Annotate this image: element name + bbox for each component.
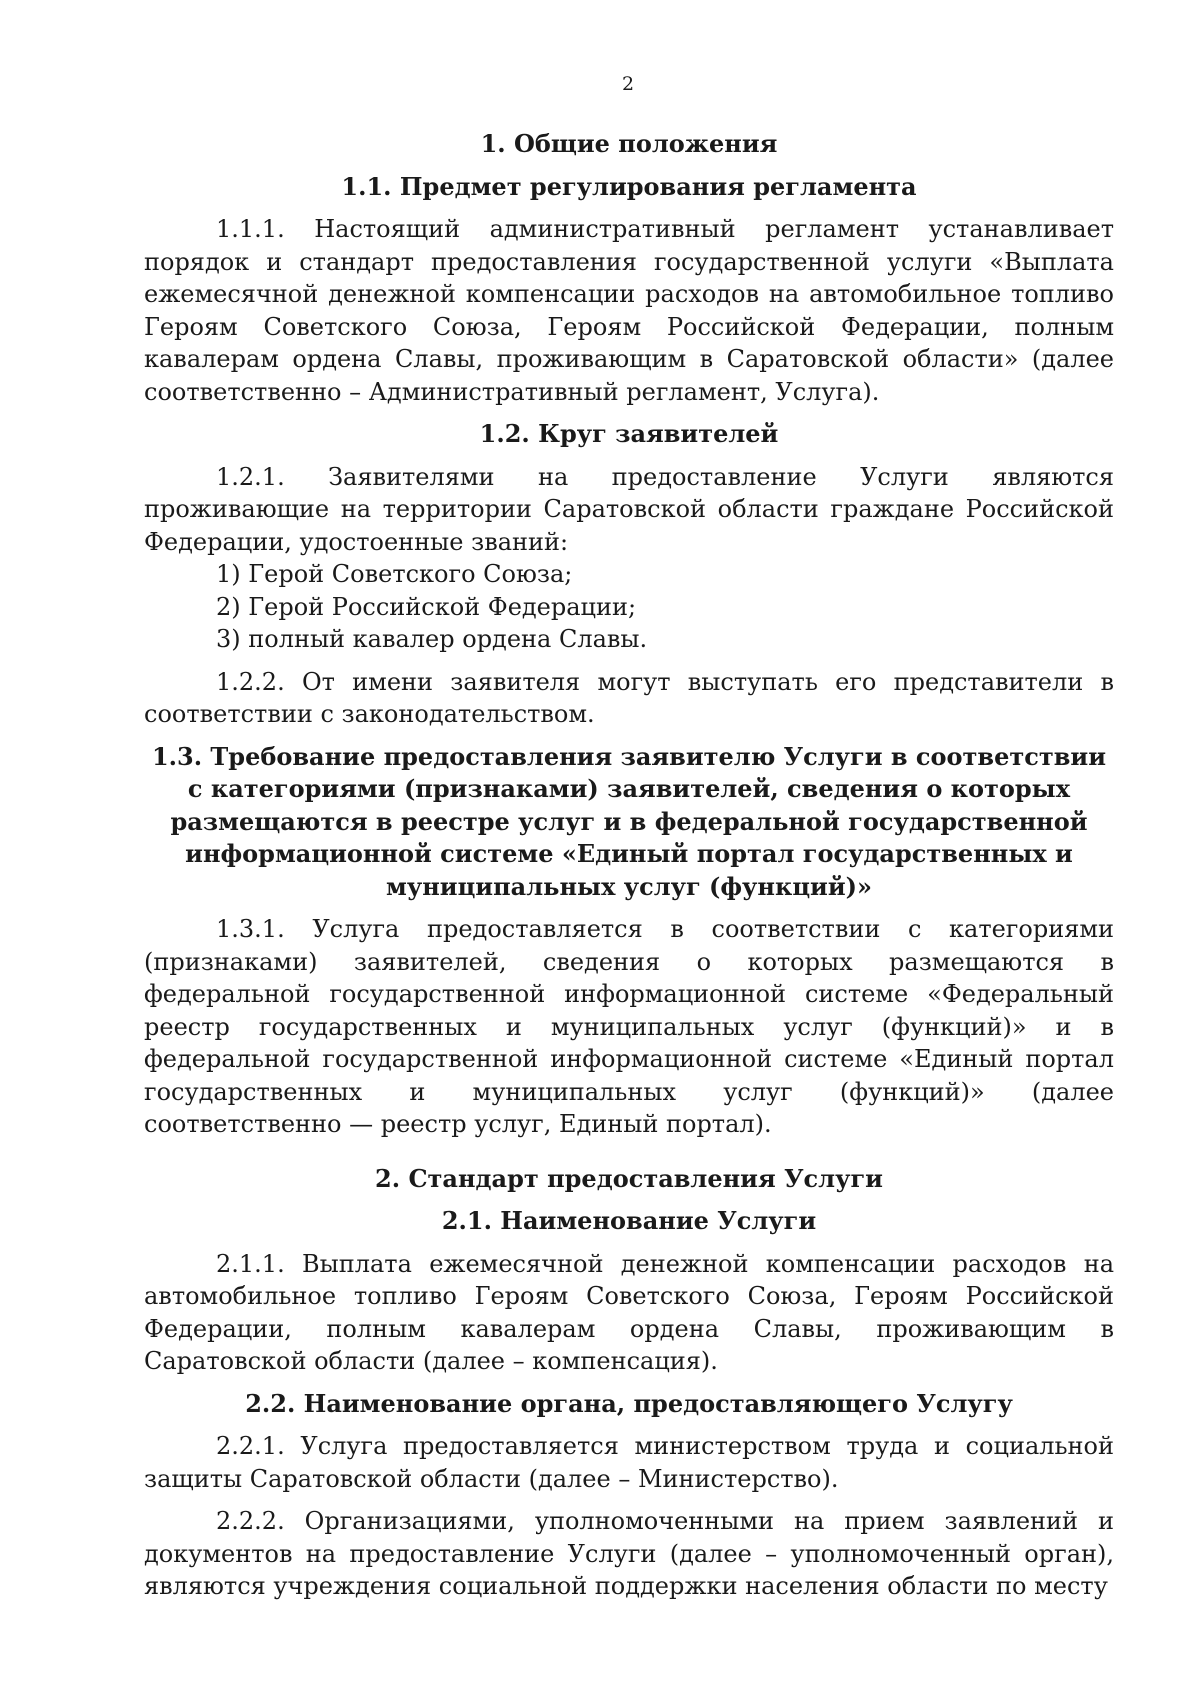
paragraph-2-2-2: 2.2.2. Организациями, уполномоченными на прием заявлений и документов на предоставление Услуги (далее – уполномоченный орган), являются учреждения социальной поддержки населения области по месту [144,1507,1114,1600]
paragraph-1-2-1: 1.2.1. Заявителями на предоставление Услуги являются проживающие на территории Саратовской области граждане Российской Федерации, удостоенные званий: [144,462,1114,556]
document-body [144,128,1114,1603]
section-heading-2: 2. Стандарт предоставления Услуги [375,1163,883,1193]
paragraph-1-2-2: 1.2.2. От имени заявителя могут выступать его представители в соответствии с законодательством. [144,667,1114,728]
list-item: 1) Герой Советского Союза; [216,560,573,588]
subsection-heading-2-1: 2.1. Наименование Услуги [441,1206,817,1235]
list-item: 3) полный кавалер ордена Славы. [216,625,648,653]
section-heading-1: 1. Общие положения [480,129,778,158]
subsection-heading-2-2: 2.2. Наименование органа, предоставляющего Услугу [245,1388,1013,1418]
subsection-heading-1-2: 1.2. Круг заявителей [479,419,779,448]
page-number: 2 [621,73,635,95]
paragraph-1-1-1: 1.1.1. Настоящий административный регламент устанавливает порядок и стандарт предоставления государственной услуги «Выплата ежемесячной денежной компенсации расходов на автомобильное топливо Героям Советского Союза, Героям Российской Федерации, полным кавалерам ордена Славы, проживающим в Саратовской области» (далее соответственно – Административный регламент, Услуга). [144,215,1114,406]
subsection-heading-1-1: 1.1. Предмет регулирования регламента [341,171,917,201]
list-item: 2) Герой Российской Федерации; [216,592,637,621]
subsection-heading-1-3: 1.3. Требование предоставления заявителю Услуги в соответствии с категориями (признаками) заявителей, сведения о которых размещаются в реестре услуг и в федеральной государственной информационной системе «Единый портал государственных и муниципальных услуг (функций)» [151,741,1107,901]
paragraph-2-1-1: 2.1.1. Выплата ежемесячной денежной компенсации расходов на автомобильное топливо Героям Советского Союза, Героям Российской Федерации, полным кавалерам ордена Славы, проживающим в Саратовской области (далее – компенсация). [144,1249,1114,1375]
paragraph-1-3-1: 1.3.1. Услуга предоставляется в соответствии с категориями (признаками) заявителей, сведения о которых размещаются в федеральной государственной информационной системе «Федеральный реестр государственных и муниципальных услуг (функций)» и в федеральной государственной информационной системе «Единый портал государственных и муниципальных услуг (функций)» (далее соответственно — реестр услуг, Единый портал). [144,915,1114,1138]
paragraph-2-2-1: 2.2.1. Услуга предоставляется министерством труда и социальной защиты Саратовской области (далее – Министерство). [144,1432,1114,1493]
